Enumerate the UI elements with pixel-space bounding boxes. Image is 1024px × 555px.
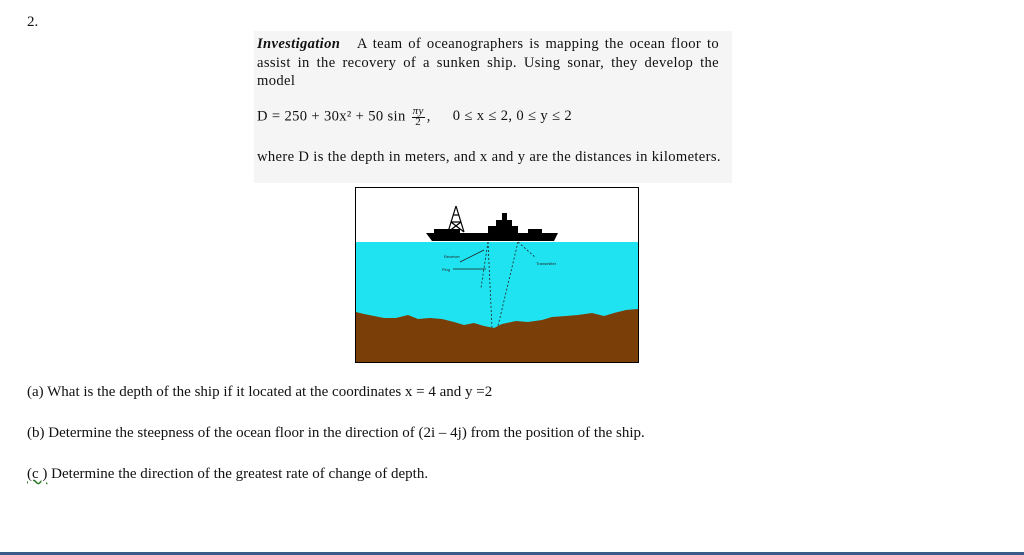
formula-comma: , [426, 108, 431, 125]
ping-label: Ping [442, 267, 451, 272]
question-c-text: Determine the direction of the greatest rate of change of depth. [47, 466, 429, 482]
fraction-denominator: 2 [415, 116, 422, 128]
question-c-prefix: (c ) [27, 466, 48, 482]
investigation-heading: Investigation [257, 36, 341, 52]
sonar-illustration [356, 188, 638, 362]
fraction-numerator: πy [412, 105, 424, 117]
excerpt-intro [257, 35, 719, 91]
question-a: (a) What is the depth of the ship if it located at the coordinates x = 4 and y =2 [27, 384, 493, 400]
transmitter-label: Transmitter [536, 261, 557, 266]
question-number: 2. [27, 14, 39, 30]
formula-fraction [412, 106, 425, 128]
sonar-figure [355, 187, 639, 363]
formula-lhs: D = 250 + 30x² + 50 sin [257, 108, 406, 125]
where-text: where D is the depth in meters, and x and y are the distances in kilometers. [257, 149, 721, 165]
question-b: (b) Determine the steepness of the ocean floor in the direction of (2i – 4j) from the position of the ship. [27, 425, 645, 441]
textbook-excerpt [254, 31, 732, 183]
question-c [27, 466, 428, 483]
formula-domain: 0 ≤ x ≤ 2, 0 ≤ y ≤ 2 [452, 108, 573, 125]
receiver-label: Receiver [444, 254, 460, 259]
intro-text: A team of oceanographers is mapping the ocean floor to assist in the recovery of a sunken ship. Using sonar, they develop the model [257, 36, 719, 90]
depth-formula [257, 106, 572, 128]
